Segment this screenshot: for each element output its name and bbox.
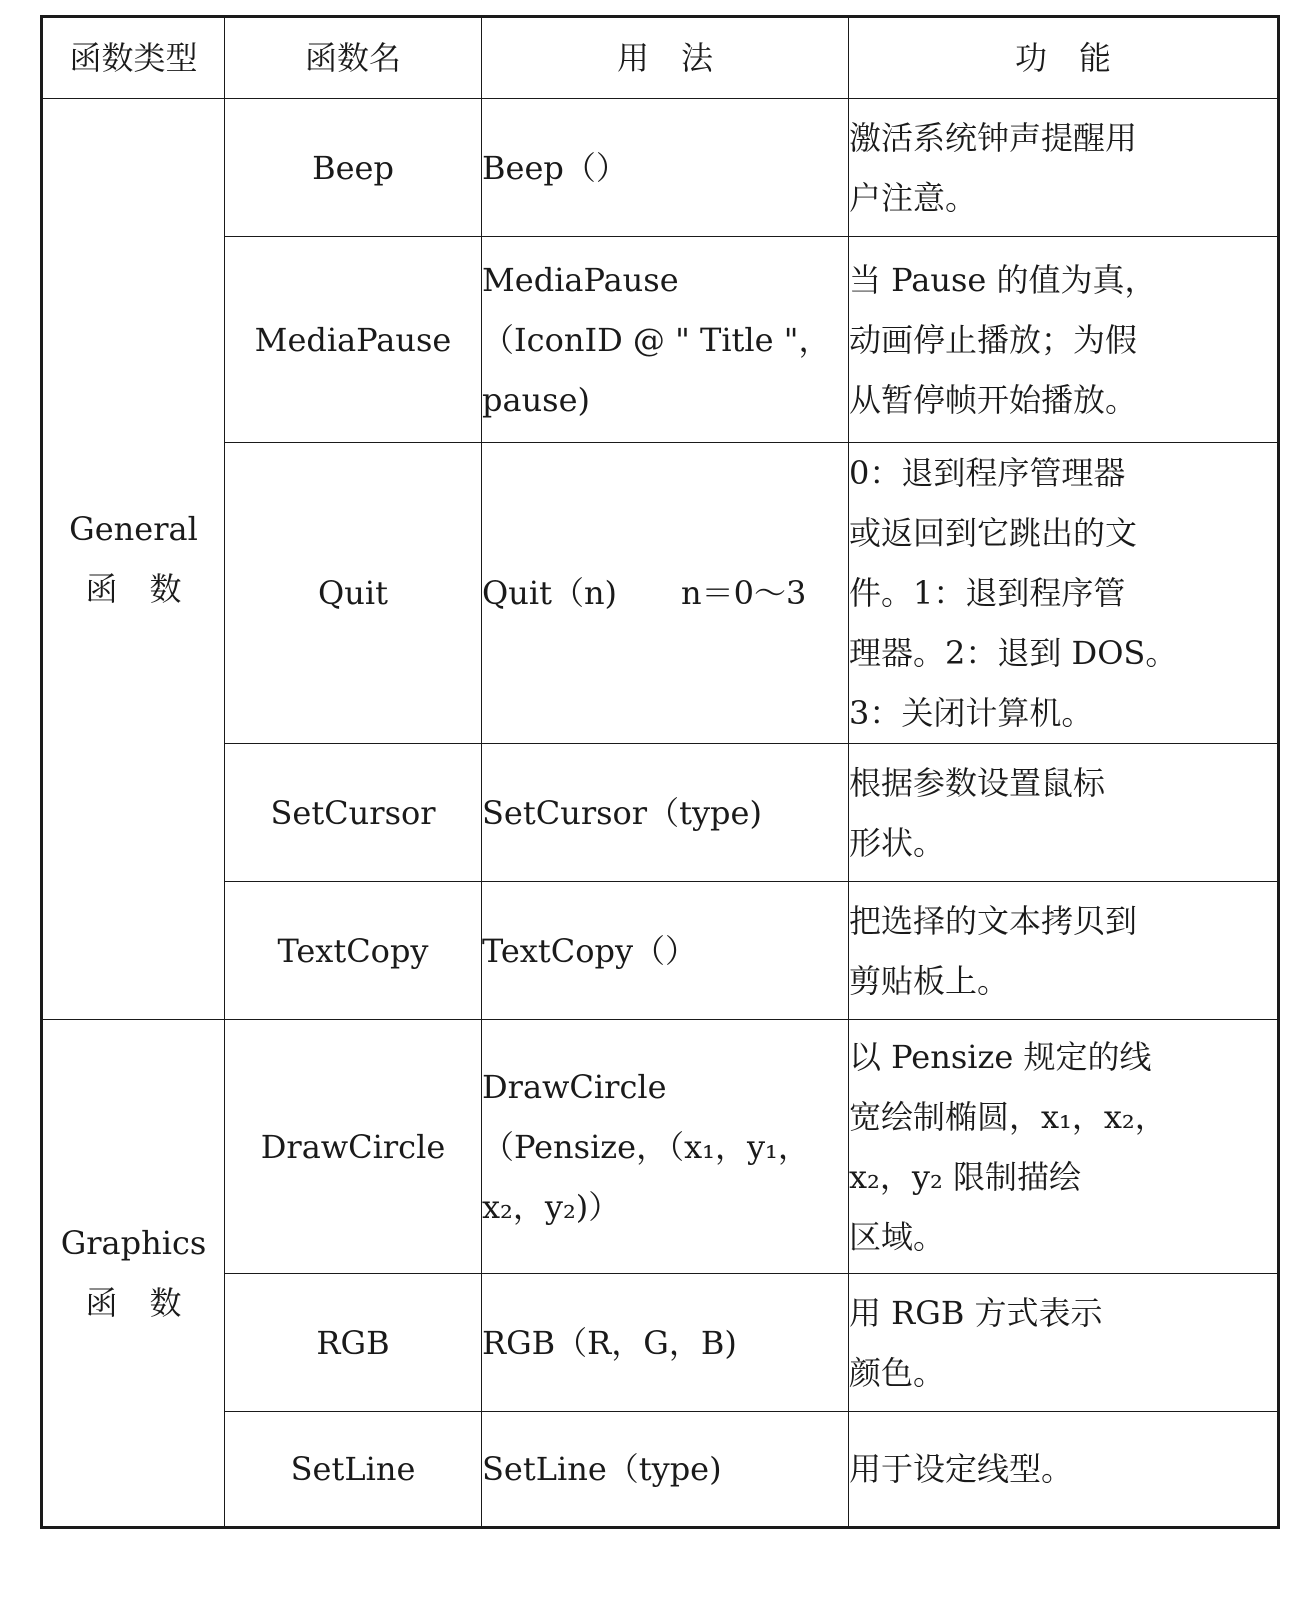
function-line: 剪贴板上。 [849,961,1010,1000]
function-line: 或返回到它跳出的文 [849,514,1138,552]
type-label-zh: 函 数 [85,1284,182,1322]
function-name: TextCopy [225,882,482,1020]
function-cell [849,1412,1279,1528]
function-cell [849,237,1279,443]
table-row [42,1020,1279,1274]
usage-line: pause) [482,380,591,419]
function-cell [849,882,1279,1020]
usage-line: RGB（R，G，B) [482,1323,737,1362]
function-line: 0：退到程序管理器 [849,454,1126,492]
function-line: 户注意。 [849,178,978,217]
function-line: 根据参数设置鼠标 [849,763,1106,802]
function-line: 区域。 [849,1217,946,1256]
usage-cell [482,99,849,237]
usage-line: x₂，y₂)） [482,1187,621,1226]
function-cell [849,443,1279,744]
table-row [42,744,1279,882]
function-name: DrawCircle [225,1020,482,1274]
usage-line: （IconID @ " Title "， [482,320,831,359]
function-line: 动画停止播放；为假 [849,320,1138,359]
usage-cell [482,882,849,1020]
usage-cell [482,1020,849,1274]
function-name: SetCursor [225,744,482,882]
usage-line: SetLine（type) [482,1450,722,1488]
function-cell [849,1274,1279,1412]
type-cell-general [42,99,225,1020]
table-row [42,1412,1279,1528]
usage-cell [482,237,849,443]
usage-line: SetCursor（type) [482,793,762,832]
function-line: 用 RGB 方式表示 [849,1293,1103,1332]
usage-cell [482,1274,849,1412]
function-cell [849,744,1279,882]
function-name: SetLine [225,1412,482,1528]
usage-cell [482,443,849,744]
table-row [42,443,1279,744]
function-table [40,15,1280,1529]
header-name: 函数名 [225,17,482,99]
usage-cell [482,1412,849,1528]
type-label-en: General [69,510,198,548]
function-line: 当 Pause 的值为真， [849,260,1157,299]
function-line: 颜色。 [849,1353,946,1392]
table-row [42,1274,1279,1412]
header-function: 功 能 [849,17,1279,99]
table-row [42,882,1279,1020]
usage-line: MediaPause [482,260,679,299]
function-line: 把选择的文本拷贝到 [849,901,1138,940]
type-label-zh: 函 数 [85,570,182,608]
function-line: 以 Pensize 规定的线 [849,1037,1152,1076]
header-row [42,17,1279,99]
function-name: MediaPause [225,237,482,443]
function-line: 激活系统钟声提醒用 [849,118,1138,157]
function-line: x₂，y₂ 限制描绘 [849,1157,1081,1196]
function-line: 件。1：退到程序管 [849,574,1126,612]
table-row [42,99,1279,237]
function-line: 理器。2：退到 DOS。 [849,634,1178,672]
table-row [42,237,1279,443]
function-line: 用于设定线型。 [849,1450,1074,1488]
function-name: Beep [225,99,482,237]
function-cell [849,99,1279,237]
usage-line: Beep（） [482,148,628,187]
function-name: Quit [225,443,482,744]
usage-cell [482,744,849,882]
usage-line: Quit（n) n＝0～3 [482,574,807,612]
header-usage: 用 法 [482,17,849,99]
function-name: RGB [225,1274,482,1412]
function-line: 3：关闭计算机。 [849,694,1094,732]
type-label-en: Graphics [60,1224,207,1262]
type-cell-graphics [42,1020,225,1528]
usage-line: TextCopy（） [482,931,698,970]
usage-line: DrawCircle [482,1067,667,1106]
header-type: 函数类型 [42,17,225,99]
function-cell [849,1020,1279,1274]
usage-line: （Pensize，（x₁，y₁， [482,1127,810,1166]
function-line: 从暂停帧开始播放。 [849,380,1138,419]
function-line: 宽绘制椭圆，x₁，x₂， [849,1097,1167,1136]
function-line: 形状。 [849,823,946,862]
